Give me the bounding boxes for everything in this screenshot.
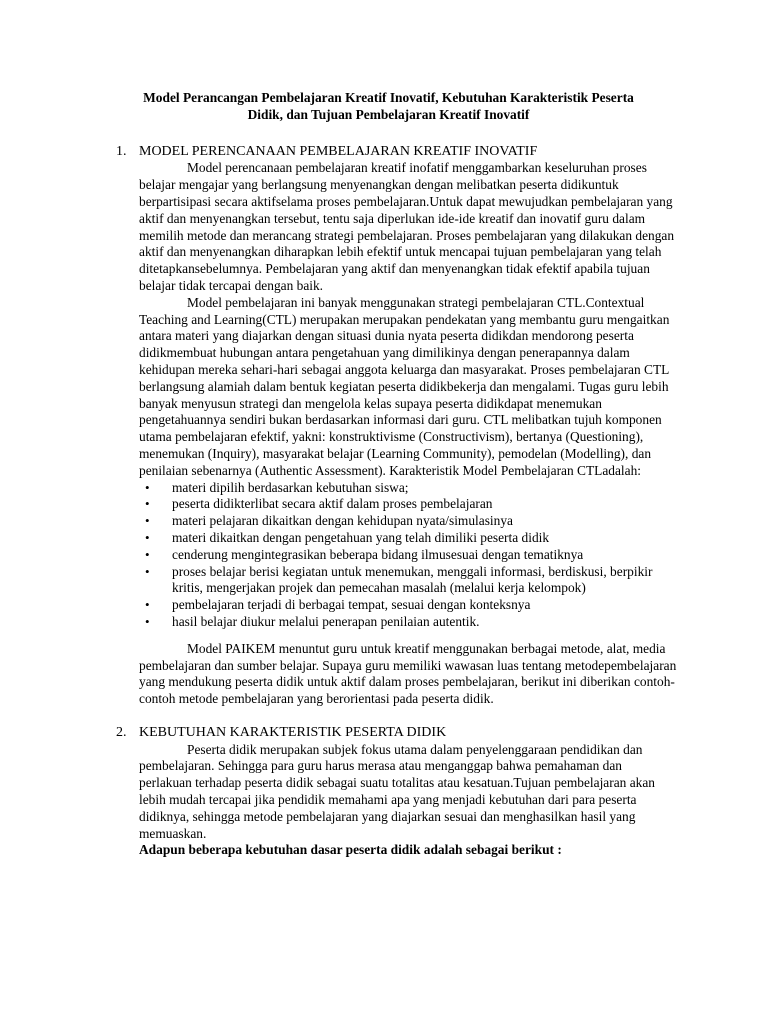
- list-item: • materi dikaitkan dengan pengetahuan yang telah dimiliki peserta didik: [145, 529, 550, 545]
- section-1-paragraph-3: Model PAIKEM menuntut guru untuk kreatif menggunakan berbagai metode, alat, media pembelajaran dan sumber belajar. Supaya guru memiliki wawasan luas tentang metodepembelajaran yang mendukung peserta didik untuk aktif dalam proses pembelajaran, berikut ini diberikan contoh-contoh metode pembelajaran yang berorientasi pada peserta didik.: [139, 640, 677, 707]
- section-2-paragraph-1: Peserta didik merupakan subjek fokus utama dalam penyelenggaraan pendidikan dan pembelajaran. Sehingga para guru harus merasa atau menganggap bahwa pemahaman dan perlakuan terhadap peserta didik sebagai suatu totalitas atau kesatuan.Tujuan pembelajaran akan lebih mudah tercapai jika pendidik memahami apa yang menjadi kebutuhan dari para peserta didiknya, sehingga metode pembelajaran yang diajarkan sesuai dan menghasilkan hasil yang memuaskan.: [139, 741, 655, 841]
- list-item: • materi pelajaran dikaitkan dengan kehidupan nyata/simulasinya: [145, 513, 513, 529]
- bullet-icon: •: [145, 597, 150, 613]
- section-1-number: 1.: [116, 143, 127, 159]
- section-2-number: 2.: [116, 724, 127, 740]
- list-item: • pembelajaran terjadi di berbagai tempat, sesuai dengan konteksnya: [145, 597, 531, 613]
- list-item: • peserta didikterlibat secara aktif dalam proses pembelajaran: [145, 496, 493, 512]
- bullet-icon: •: [145, 529, 150, 545]
- section-2-heading-text: KEBUTUHAN KARAKTERISTIK PESERTA DIDIK: [139, 724, 447, 740]
- list-item: • proses belajar berisi kegiatan untuk menemukan, menggali informasi, berdiskusi, berpikir kritis, mengerjakan projek dan pemecahan masalah (melalui kerja kelompok): [145, 563, 653, 596]
- list-item: • hasil belajar diukur melalui penerapan penilaian autentik.: [145, 613, 480, 629]
- document-title: [99, 90, 678, 124]
- title-line-1: Model Perancangan Pembelajaran Kreatif Inovatif, Kebutuhan Karakteristik Peserta: [143, 90, 634, 105]
- list-item: • cenderung mengintegrasikan beberapa bidang ilmusesuai dengan tematiknya: [145, 546, 584, 562]
- section-1-paragraph-1: Model perencanaan pembelajaran kreatif inofatif menggambarkan keseluruhan proses belajar mengajar yang berlangsung menyenangkan dengan melibatkan peserta didikuntuk berpartisipasi secara aktifselama proses pembelajaran.Untuk dapat mewujudkan pembelajaran yang aktif dan menyenangkan tersebut, tentu saja diperlukan ide-ide kreatif dan inovatif guru dalam memilih metode dan merancang strategi pembelajaran. Proses pembelajaran yang dilakukan dengan aktif dan menyenangkan diharapkan lebih efektif untuk mencapai tujuan pembelajaran yang telah ditetapkansebelumnya. Pembelajaran yang aktif dan menyenangkan tidak efektif apabila tujuan belajar tidak tercapai dengan baik.: [139, 160, 675, 293]
- bullet-icon: •: [145, 613, 150, 629]
- bullet-icon: •: [145, 563, 150, 579]
- spacer: [99, 631, 678, 641]
- section-2-heading: [99, 725, 678, 742]
- section-2-bold-line: Adapun beberapa kebutuhan dasar peserta didik adalah sebagai berikut :: [139, 842, 562, 858]
- section-1-heading: [99, 144, 678, 161]
- bullet-icon: •: [145, 513, 150, 529]
- list-item: • materi dipilih berdasarkan kebutuhan siswa;: [145, 479, 409, 495]
- bullet-icon: •: [145, 546, 150, 562]
- ctl-characteristics-list: [139, 480, 678, 631]
- section-2: [99, 725, 678, 859]
- title-line-2: Didik, dan Tujuan Pembelajaran Kreatif Inovatif: [247, 106, 530, 122]
- section-1-heading-text: MODEL PERENCANAAN PEMBELAJARAN KREATIF INOVATIF: [139, 143, 538, 159]
- bullet-icon: •: [145, 496, 150, 512]
- section-1-paragraph-2: Model pembelajaran ini banyak menggunakan strategi pembelajaran CTL.Contextual Teaching and Learning(CTL) merupakan merupakan pendekatan yang membantu guru mengaitkan antara materi yang diajarkan dengan situasi dunia nyata peserta didikdan mendorong peserta didikmembuat hubungan antara pengetahuan yang dimilikinya dengan penerapannya dalam kehidupan mereka sehari-hari sebagai anggota keluarga dan masyarakat. Proses pembelajaran CTL berlangsung alamiah dalam bentuk kegiatan peserta didikbekerja dan mengalami. Tugas guru lebih banyak menyusun strategi dan mengelola kelas supaya peserta didikdapat menemukan pengetahuannya sendiri bukan berdasarkan informasi dari guru. CTL melibatkan tujuh komponen utama pembelajaran efektif, yakni: konstruktivisme (Constructivism), bertanya (Questioning), menemukan (Inquiry), masyarakat belajar (Learning Community), pemodelan (Modelling), dan penilaian sebenarnya (Authentic Assessment). Karakteristik Model Pembelajaran CTLadalah:: [139, 294, 670, 478]
- bullet-icon: •: [145, 479, 150, 495]
- section-1: [99, 144, 678, 708]
